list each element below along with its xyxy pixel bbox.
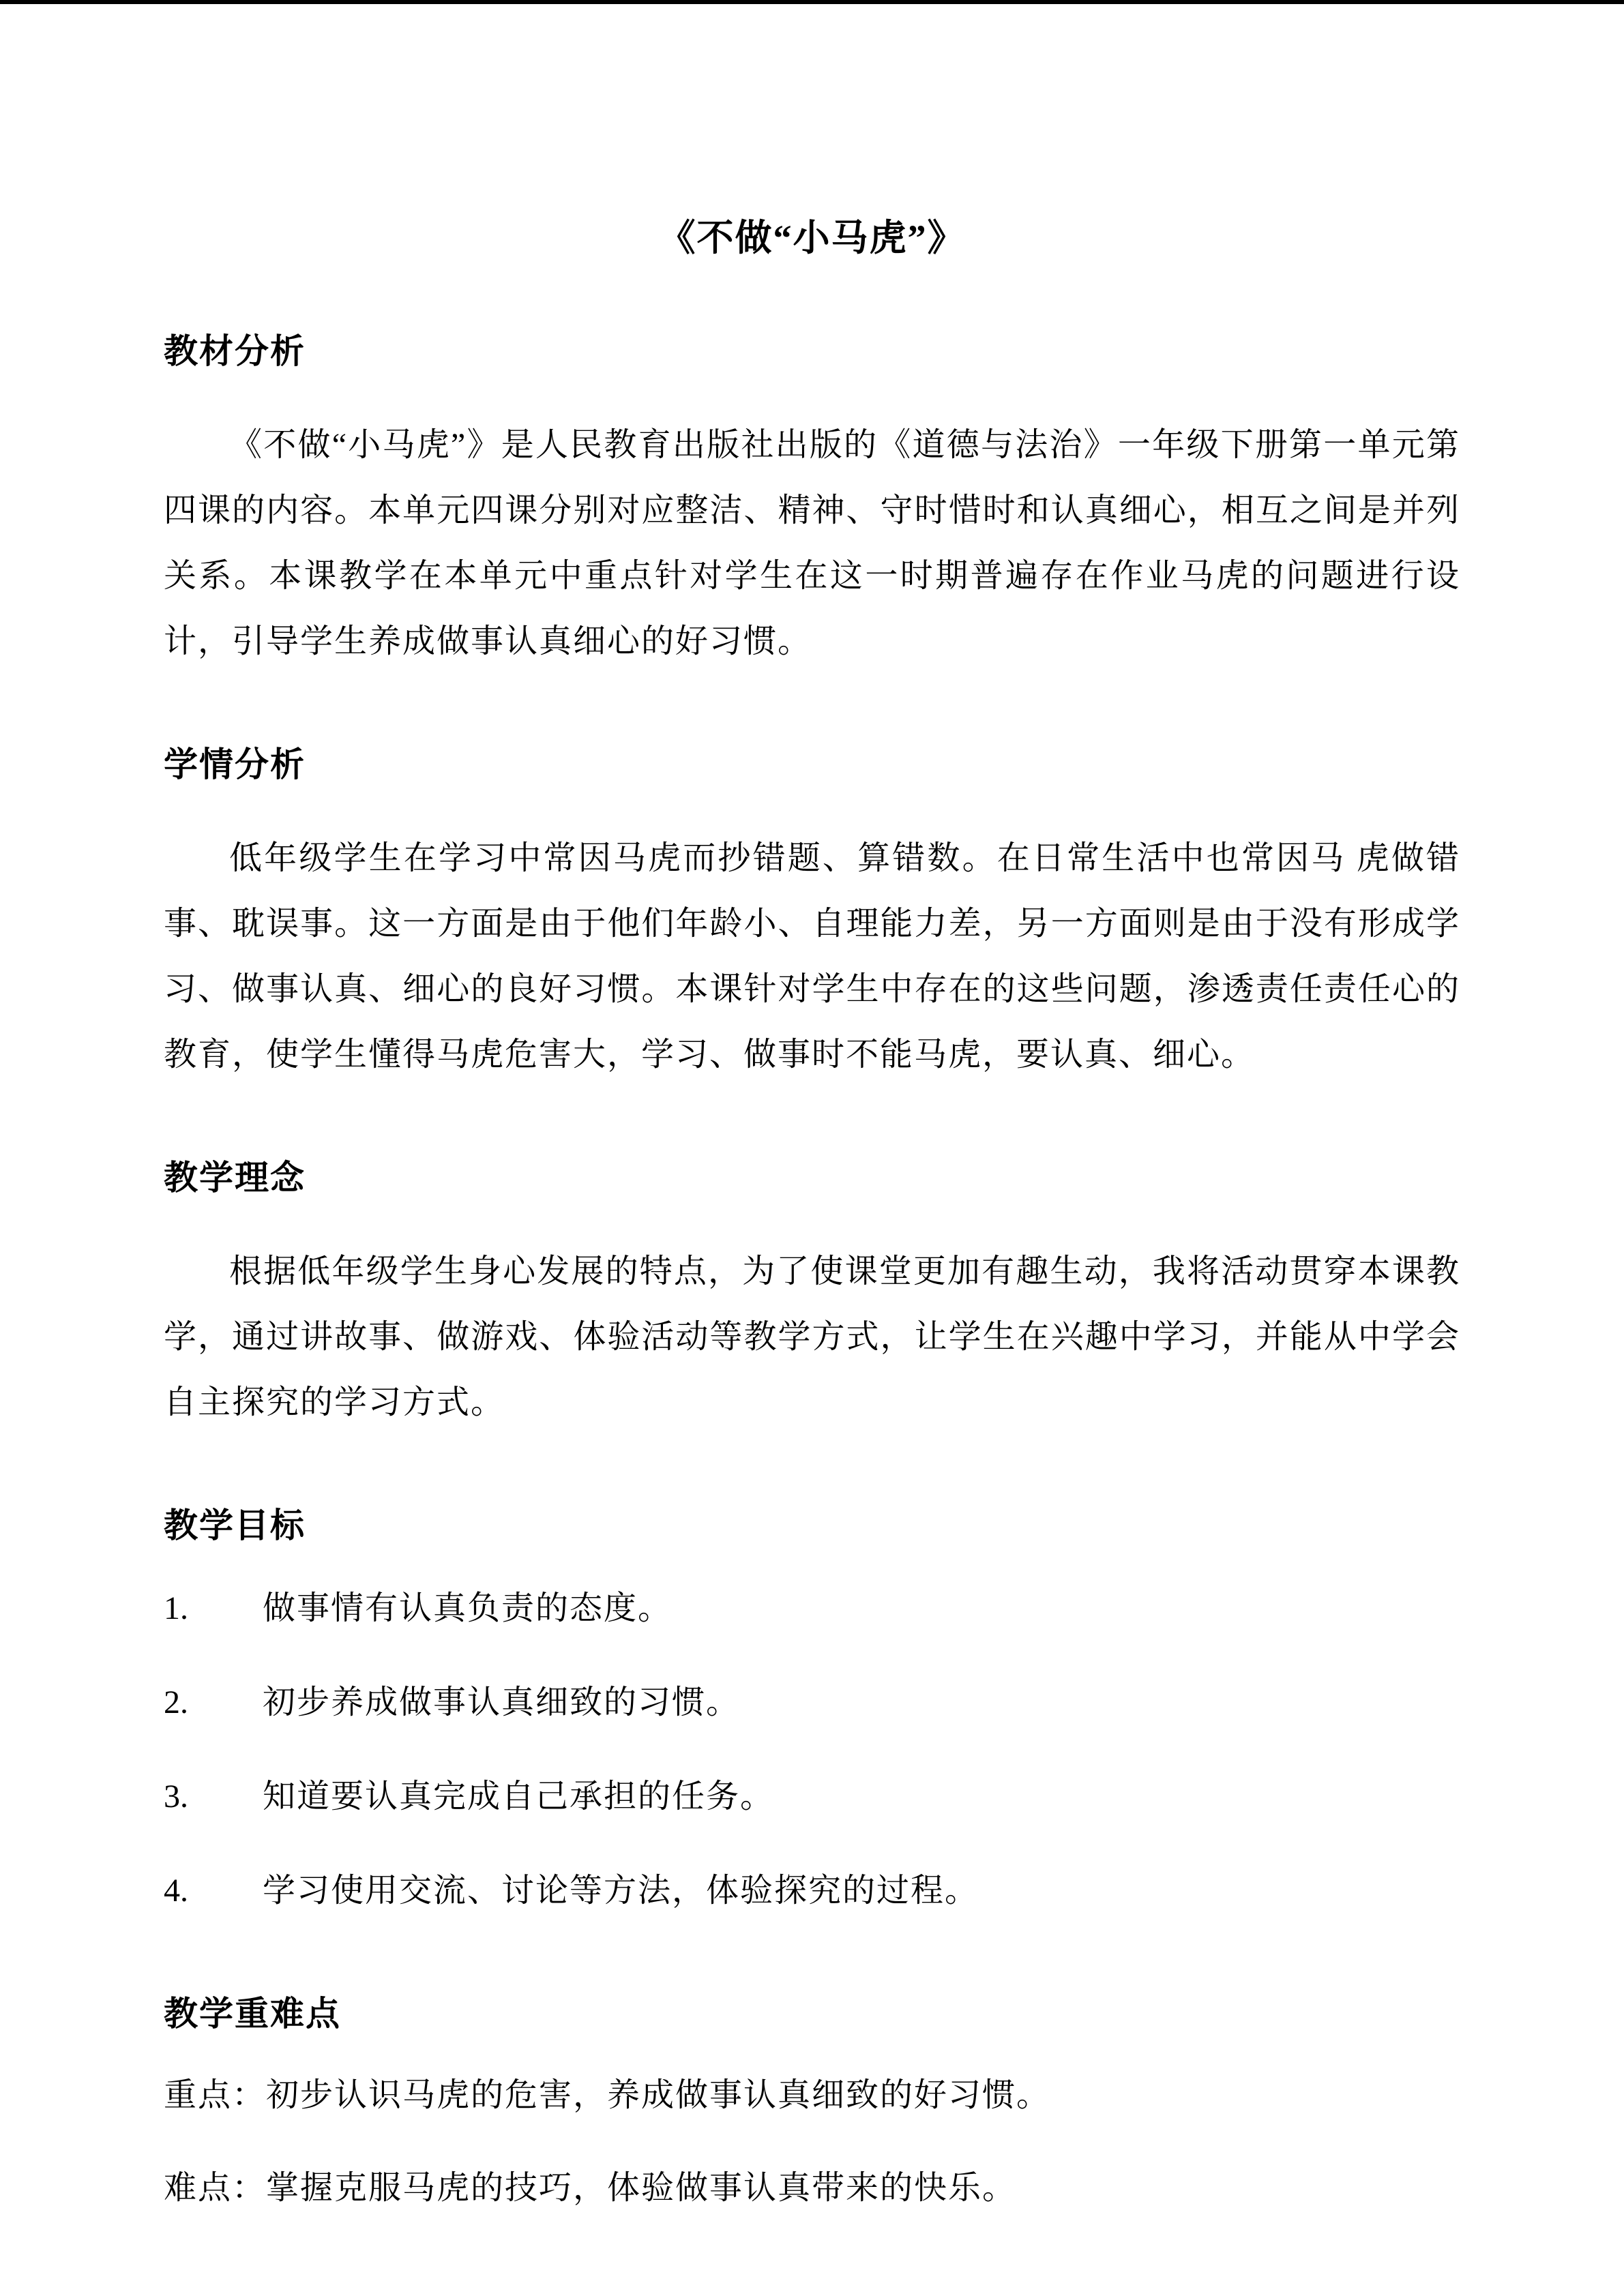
- objective-number-2: 2.: [164, 1684, 188, 1720]
- paragraph-textbook-analysis: 《不做“小马虎”》是人民教育出版社出版的《道德与法治》一年级下册第一单元第四课的内容。本单元四课分别对应整洁、精神、守时惜时和认真细心，相互之间是并列关系。本课教学在本单元中重点针对学生在这一时期普遍存在作业马虎的问题进行设计，引导学生养成做事认真细心的好习惯。: [164, 427, 1460, 659]
- section-teaching-philosophy: [164, 1150, 1460, 1435]
- objective-item-1: [164, 1576, 1460, 1641]
- objective-item-2: [164, 1670, 1460, 1735]
- objective-number-4: 4.: [164, 1873, 188, 1909]
- section-heading-teaching-philosophy: 教学理念: [164, 1159, 306, 1197]
- objective-text-4: 学习使用交流、讨论等方法，体验探究的过程。: [263, 1873, 979, 1909]
- objective-text-1: 做事情有认真负责的态度。: [263, 1590, 673, 1626]
- section-heading-teaching-objectives: 教学目标: [164, 1506, 306, 1545]
- objectives-list: [164, 1576, 1460, 1924]
- section-teaching-objectives: [164, 1498, 1460, 1924]
- key-point-line: 重点：初步认识马虎的危害，养成做事认真细致的好习惯。: [164, 2077, 1051, 2113]
- paragraph-learner-analysis: 低年级学生在学习中常因马虎而抄错题、算错数。在日常生活中也常因马 虎做错事、耽误事。这一方面是由于他们年龄小、自理能力差，另一方面则是由于没有形成学习、做事认真、细心的良好习惯。本课针对学生中存在的这些问题，渗透责任责任心的教育，使学生懂得马虎危害大，学习、做事时不能马虎，要认真、细心。: [164, 840, 1460, 1073]
- document-title: 《不做“小马虎”》: [658, 218, 966, 258]
- difficult-point-line: 难点：掌握克服马虎的技巧，体验做事认真带来的快乐。: [164, 2170, 1017, 2206]
- document-content: [0, 209, 1624, 2221]
- section-heading-textbook-analysis: 教材分析: [164, 332, 306, 370]
- objective-number-3: 3.: [164, 1778, 188, 1815]
- section-textbook-analysis: [164, 324, 1460, 674]
- section-heading-learner-analysis: 学情分析: [164, 745, 306, 784]
- top-border-bar: [0, 0, 1624, 4]
- objective-item-4: [164, 1858, 1460, 1924]
- section-learner-analysis: [164, 737, 1460, 1088]
- objective-number-1: 1.: [164, 1590, 188, 1626]
- section-heading-key-difficult-points: 教学重难点: [164, 1995, 341, 2033]
- objective-item-3: [164, 1764, 1460, 1830]
- section-key-difficult-points: [164, 1986, 1460, 2221]
- paragraph-teaching-philosophy: 根据低年级学生身心发展的特点，为了使课堂更加有趣生动，我将活动贯穿本课教学，通过讲故事、做游戏、体验活动等教学方式，让学生在兴趣中学习，并能从中学会自主探究的学习方式。: [164, 1253, 1460, 1420]
- objective-text-2: 初步养成做事认真细致的习惯。: [263, 1684, 741, 1720]
- objective-text-3: 知道要认真完成自己承担的任务。: [263, 1778, 775, 1815]
